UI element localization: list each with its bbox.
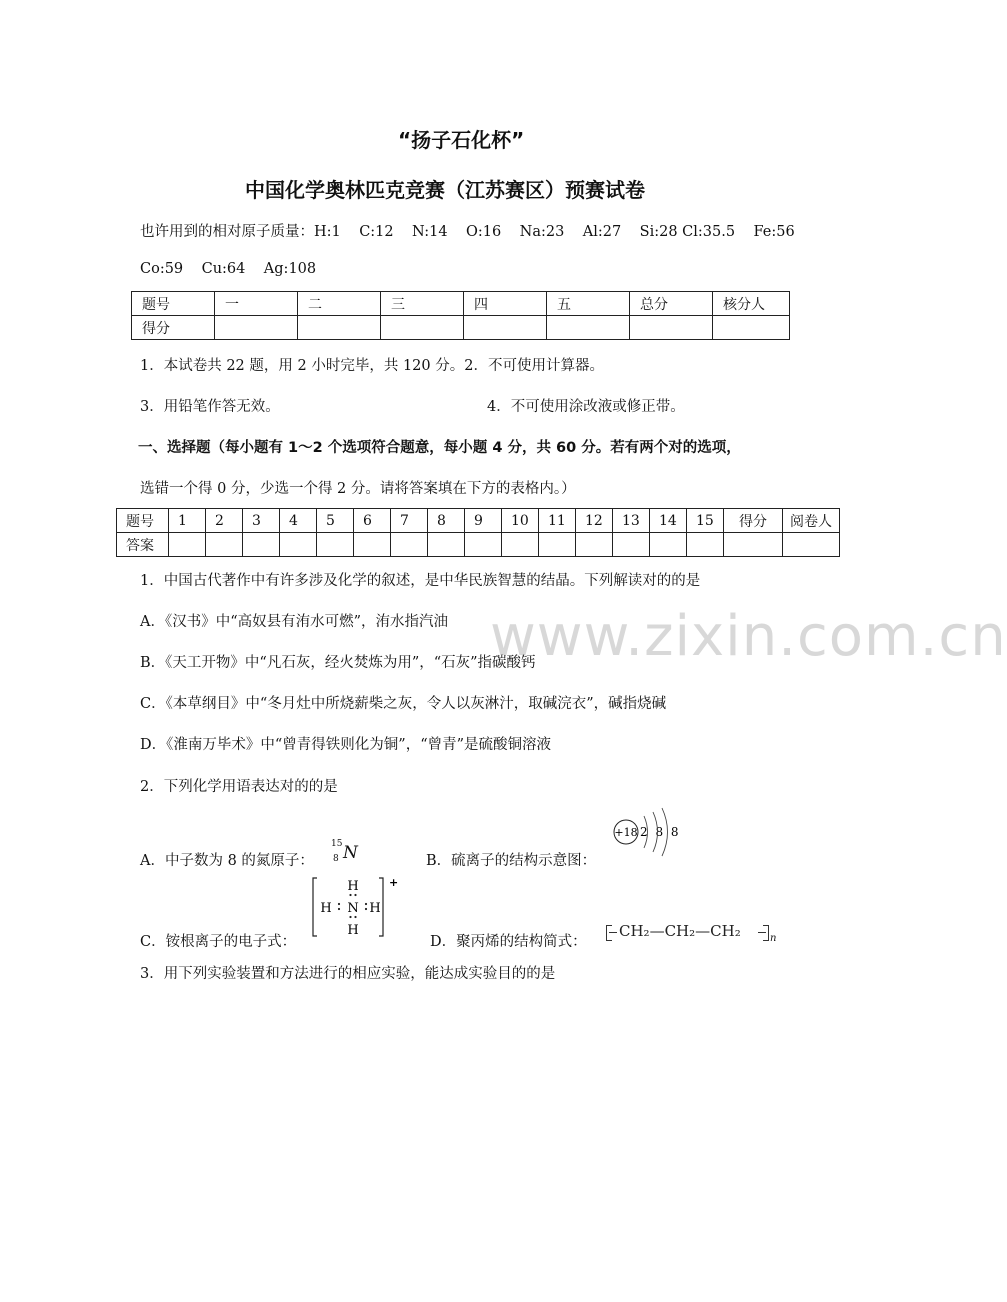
question-number: 14 (650, 509, 687, 533)
answer-cell[interactable] (206, 533, 243, 557)
q2-option-c: C．铵根离子的电子式： (140, 934, 297, 950)
q2-option-b: B．硫离子的结构示意图： (426, 853, 597, 869)
answer-cell[interactable] (576, 533, 613, 557)
score-table-score-row (132, 316, 790, 340)
question-number: 6 (354, 509, 391, 533)
section1-heading: 一、选择题（每小题有 1～2 个选项符合题意，每小题 4 分，共 60 分。若有两个对的选项， (138, 440, 741, 456)
answer-cell[interactable] (650, 533, 687, 557)
question-number: 10 (502, 509, 539, 533)
electron-shells: 2 8 8 (640, 825, 681, 839)
score-table-header: 二 (298, 292, 381, 316)
answer-cell[interactable] (317, 533, 354, 557)
answer-cell[interactable] (354, 533, 391, 557)
question-number: 1 (169, 509, 206, 533)
instruction-line1: 1．本试卷共 22 题，用 2 小时完毕，共 120 分。2．不可使用计算器。 (140, 358, 604, 374)
atomic-masses-line1: 也许用到的相对原子质量：H:1 C:12 N:14 O:16 Na:23 Al:27 Si:28 Cl:35.5 Fe:56 (140, 224, 795, 240)
score-table-header: 核分人 (713, 292, 790, 316)
q1-option-a: A．《汉书》中“高奴县有洧水可燃”，洧水指汽油 (140, 614, 449, 630)
question-number: 11 (539, 509, 576, 533)
answer-table (116, 508, 840, 557)
question-number: 8 (428, 509, 465, 533)
atomic-masses-line2: Co:59 Cu:64 Ag:108 (140, 261, 317, 277)
answer-cell[interactable] (428, 533, 465, 557)
watermark: www.zixin.com.cn (490, 604, 1007, 669)
score-table-header: 题号 (132, 292, 215, 316)
answer-table-header-row (117, 509, 840, 533)
score-cell[interactable] (713, 316, 790, 340)
answer-cell[interactable] (243, 533, 280, 557)
q2-stem: 2．下列化学用语表达对的的是 (140, 779, 338, 795)
answer-cell[interactable] (502, 533, 539, 557)
repeat-count: n (770, 933, 777, 944)
score-table-header: 三 (381, 292, 464, 316)
answer-table-score-label: 得分 (724, 509, 783, 533)
score-cell[interactable] (630, 316, 713, 340)
q1-option-c: C．《本草纲目》中“冬月灶中所烧薪柴之灰，令人以灰淋汁，取碱浣衣”，碱指烧碱 (140, 696, 667, 712)
answer-cell[interactable] (687, 533, 724, 557)
answer-table-row-label: 答案 (117, 533, 169, 557)
q1-stem: 1．中国古代著作中有许多涉及化学的叙述，是中华民族智慧的结晶。下列解读对的的是 (140, 573, 701, 589)
answer-cell[interactable] (465, 533, 502, 557)
score-table-header: 总分 (630, 292, 713, 316)
bond-line-left (609, 932, 617, 933)
score-cell[interactable] (464, 316, 547, 340)
repeat-bracket-right (763, 925, 769, 941)
q3-stem: 3．用下列实验装置和方法进行的相应实验，能达成实验目的的是 (140, 966, 556, 982)
element-symbol: N (343, 843, 358, 863)
score-cell[interactable] (215, 316, 298, 340)
score-table-header: 一 (215, 292, 298, 316)
question-number: 3 (243, 509, 280, 533)
answer-table-answer-row (117, 533, 840, 557)
score-table (131, 291, 790, 340)
section1-heading-cont: 选错一个得 0 分，少选一个得 2 分。请将答案填在下方的表格内。） (140, 481, 576, 497)
question-number: 9 (465, 509, 502, 533)
question-number: 15 (687, 509, 724, 533)
question-number: 12 (576, 509, 613, 533)
q2-option-d: D．聚丙烯的结构简式： (430, 934, 587, 950)
nitrogen: N (347, 901, 359, 916)
repeat-bracket-left (606, 925, 612, 941)
exam-title-main: 中国化学奥林匹克竞赛（江苏赛区）预赛试卷 (245, 178, 645, 202)
repeat-unit: CH₂—CH₂—CH₂ (619, 922, 741, 940)
atomic-number: 8 (333, 854, 339, 864)
score-table-header: 五 (547, 292, 630, 316)
q1-option-d: D．《淮南万毕术》中“曾青得铁则化为铜”，“曾青”是硫酸铜溶液 (140, 737, 552, 753)
answer-cell[interactable] (539, 533, 576, 557)
question-number: 2 (206, 509, 243, 533)
score-table-header: 四 (464, 292, 547, 316)
instruction-item3: 3．用铅笔作答无效。 (140, 399, 280, 415)
hydrogen-top: H (347, 879, 359, 894)
answer-table-grader-cell[interactable] (783, 533, 840, 557)
mass-number: 15 (331, 839, 343, 849)
instruction-item4: 4．不可使用涂改液或修正带。 (487, 399, 685, 415)
exam-title-cup: “扬子石化杯” (398, 128, 525, 152)
nucleus-charge: +18 (614, 826, 638, 839)
hydrogen-right: H (369, 901, 381, 916)
answer-cell[interactable] (391, 533, 428, 557)
sulfide-ion-diagram (608, 806, 681, 862)
score-cell[interactable] (381, 316, 464, 340)
answer-table-grader-label: 阅卷人 (783, 509, 840, 533)
answer-table-score-cell[interactable] (724, 533, 783, 557)
question-number: 7 (391, 509, 428, 533)
score-cell[interactable] (547, 316, 630, 340)
score-table-header-row (132, 292, 790, 316)
q2-option-a: A．中子数为 8 的氮原子： (140, 853, 314, 869)
answer-cell[interactable] (280, 533, 317, 557)
question-number: 4 (280, 509, 317, 533)
score-table-row-label: 得分 (132, 316, 215, 340)
nitrogen-isotope-notation (331, 839, 361, 869)
answer-cell[interactable] (613, 533, 650, 557)
ammonium-electron-formula (312, 874, 398, 940)
ion-charge: + (389, 876, 399, 889)
left-bracket (313, 878, 317, 936)
hydrogen-left: H (320, 901, 332, 916)
hydrogen-bottom: H (347, 923, 359, 938)
answer-cell[interactable] (169, 533, 206, 557)
question-number: 13 (613, 509, 650, 533)
q1-option-b: B．《天工开物》中“凡石灰，经火焚炼为用”，“石灰”指碳酸钙 (140, 655, 536, 671)
answer-table-header-label: 题号 (117, 509, 169, 533)
question-number: 5 (317, 509, 354, 533)
score-cell[interactable] (298, 316, 381, 340)
